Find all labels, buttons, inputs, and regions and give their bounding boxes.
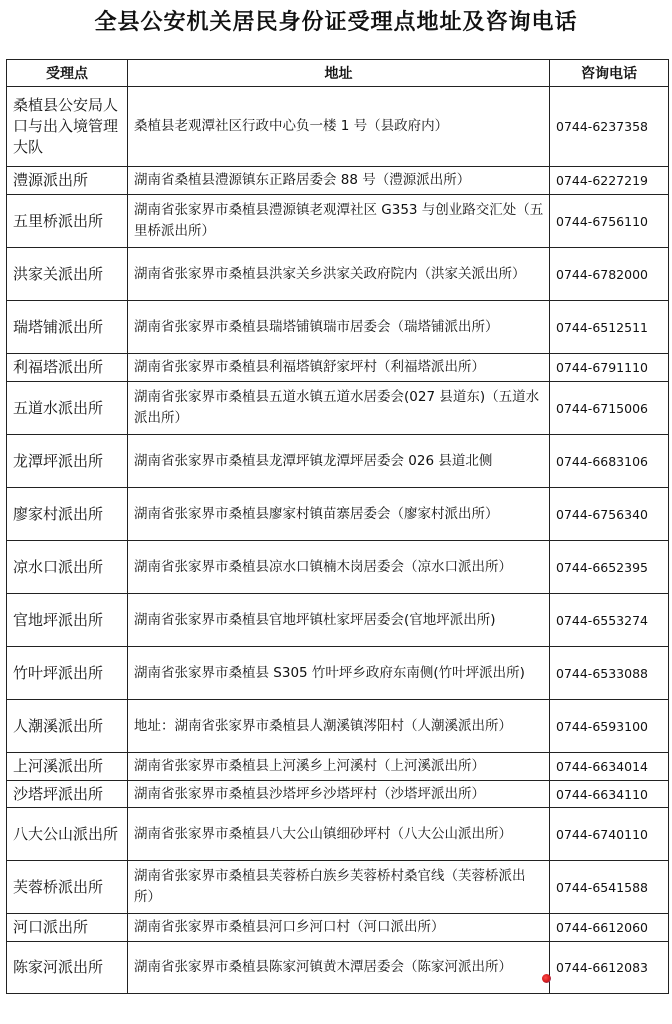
column-header-location: 受理点 [7,60,128,87]
location-name: 廖家村派出所 [7,488,128,541]
location-name: 澧源派出所 [7,167,128,195]
location-address: 湖南省张家界市桑植县瑞塔铺镇瑞市居委会（瑞塔铺派出所） [128,301,550,354]
location-phone: 0744-6593100 [550,700,669,753]
location-address: 湖南省张家界市桑植县官地坪镇杜家坪居委会(官地坪派出所) [128,594,550,647]
location-address: 湖南省张家界市桑植县利福塔镇舒家坪村（利福塔派出所） [128,354,550,382]
table-row [7,195,669,248]
location-address: 湖南省张家界市桑植县五道水镇五道水居委会(027 县道东)（五道水派出所） [128,382,550,435]
location-phone: 0744-6533088 [550,647,669,700]
location-name: 桑植县公安局人口与出入境管理大队 [7,87,128,167]
table-row [7,700,669,753]
table-row [7,541,669,594]
location-address: 桑植县老观潭社区行政中心负一楼 1 号（县政府内） [128,87,550,167]
location-phone: 0744-6553274 [550,594,669,647]
location-name: 陈家河派出所 [7,942,128,994]
location-address: 地址：湖南省张家界市桑植县人潮溪镇涔阳村（人潮溪派出所） [128,700,550,753]
red-dot-mark [542,974,551,983]
location-name: 河口派出所 [7,914,128,942]
table-row [7,914,669,942]
location-name: 人潮溪派出所 [7,700,128,753]
location-address: 湖南省张家界市桑植县 S305 竹叶坪乡政府东南侧(竹叶坪派出所) [128,647,550,700]
location-phone: 0744-6652395 [550,541,669,594]
location-name: 瑞塔铺派出所 [7,301,128,354]
location-address: 湖南省张家界市桑植县洪家关乡洪家关政府院内（洪家关派出所） [128,248,550,301]
table-row [7,435,669,488]
table-row [7,781,669,808]
location-phone: 0744-6791110 [550,354,669,382]
table-row [7,248,669,301]
location-phone: 0744-6782000 [550,248,669,301]
location-phone: 0744-6541588 [550,861,669,914]
location-name: 洪家关派出所 [7,248,128,301]
location-name: 八大公山派出所 [7,808,128,861]
location-address: 湖南省张家界市桑植县凉水口镇楠木岗居委会（凉水口派出所） [128,541,550,594]
table-row [7,488,669,541]
table-row [7,942,669,994]
location-name: 凉水口派出所 [7,541,128,594]
location-phone: 0744-6612060 [550,914,669,942]
table-row [7,647,669,700]
location-name: 上河溪派出所 [7,753,128,781]
location-name: 沙塔坪派出所 [7,781,128,808]
table-row [7,753,669,781]
location-address: 湖南省张家界市桑植县龙潭坪镇龙潭坪居委会 026 县道北侧 [128,435,550,488]
location-address: 湖南省张家界市桑植县八大公山镇细砂坪村（八大公山派出所） [128,808,550,861]
table-row [7,354,669,382]
location-name: 官地坪派出所 [7,594,128,647]
location-phone: 0744-6715006 [550,382,669,435]
location-address: 湖南省张家界市桑植县廖家村镇苗寨居委会（廖家村派出所） [128,488,550,541]
column-header-phone: 咨询电话 [550,60,669,87]
location-name: 五道水派出所 [7,382,128,435]
location-phone: 0744-6227219 [550,167,669,195]
document-title: 全县公安机关居民身份证受理点地址及咨询电话 [94,9,578,35]
column-header-address: 地址 [128,60,550,87]
table-row [7,87,669,167]
location-phone: 0744-6634110 [550,781,669,808]
location-address: 湖南省张家界市桑植县沙塔坪乡沙塔坪村（沙塔坪派出所） [128,781,550,808]
location-name: 龙潭坪派出所 [7,435,128,488]
table-row [7,382,669,435]
location-address: 湖南省桑植县澧源镇东正路居委会 88 号（澧源派出所） [128,167,550,195]
location-name: 竹叶坪派出所 [7,647,128,700]
location-name: 利福塔派出所 [7,354,128,382]
address-table [6,59,669,994]
location-address: 湖南省张家界市桑植县河口乡河口村（河口派出所） [128,914,550,942]
table-row [7,808,669,861]
location-name: 芙蓉桥派出所 [7,861,128,914]
location-address: 湖南省张家界市桑植县上河溪乡上河溪村（上河溪派出所） [128,753,550,781]
table-row [7,594,669,647]
location-phone: 0744-6512511 [550,301,669,354]
location-phone: 0744-6756110 [550,195,669,248]
location-address: 湖南省张家界市桑植县陈家河镇黄木潭居委会（陈家河派出所） [128,942,550,994]
location-phone: 0744-6237358 [550,87,669,167]
table-header-row [7,60,669,87]
location-phone: 0744-6612083 [550,942,669,994]
table-row [7,301,669,354]
location-phone: 0744-6756340 [550,488,669,541]
table-row [7,861,669,914]
location-phone: 0744-6683106 [550,435,669,488]
location-phone: 0744-6634014 [550,753,669,781]
location-address: 湖南省张家界市桑植县芙蓉桥白族乡芙蓉桥村桑官线（芙蓉桥派出所） [128,861,550,914]
location-name: 五里桥派出所 [7,195,128,248]
location-address: 湖南省张家界市桑植县澧源镇老观潭社区 G353 与创业路交汇处（五里桥派出所） [128,195,550,248]
location-phone: 0744-6740110 [550,808,669,861]
table-row [7,167,669,195]
